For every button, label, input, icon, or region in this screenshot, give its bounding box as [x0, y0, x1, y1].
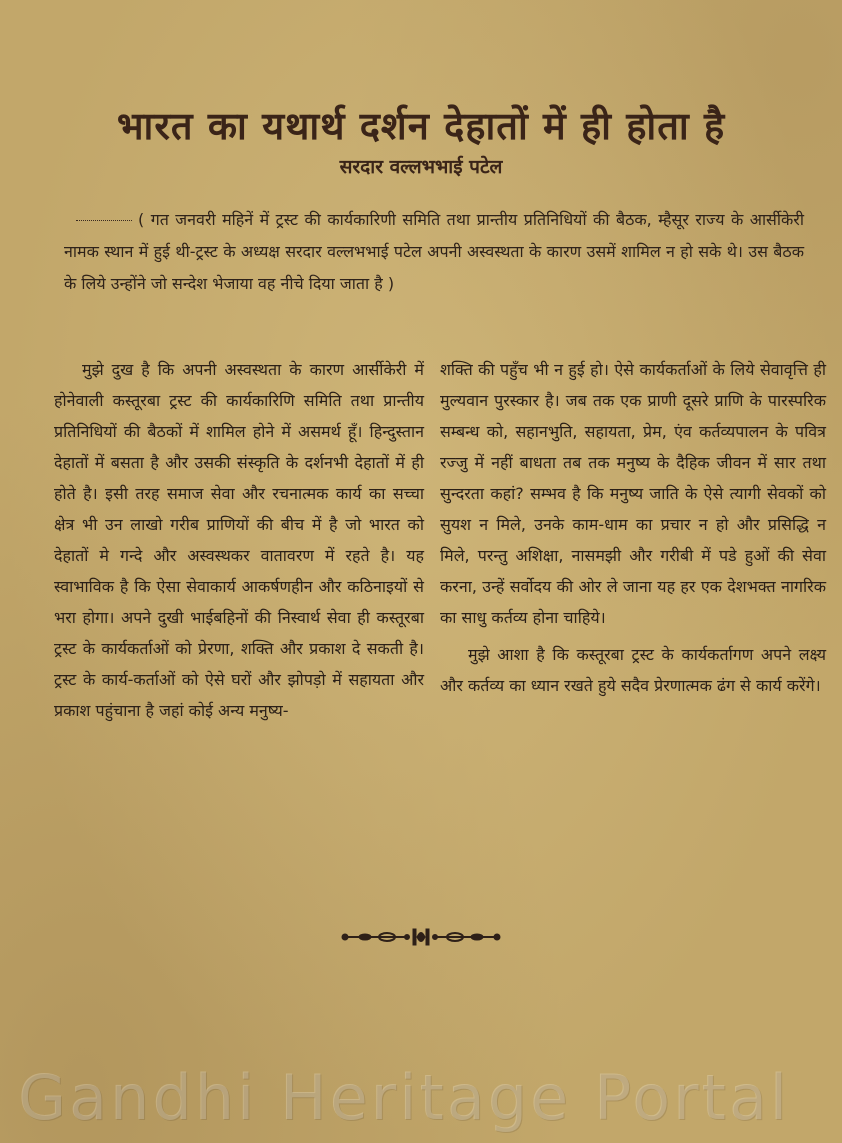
dotted-lead-line — [76, 220, 132, 221]
right-column — [440, 354, 826, 701]
scroll-divider-ornament-icon — [341, 925, 501, 949]
intro-paragraph — [64, 204, 804, 300]
closing-paragraph: मुझे आशा है कि कस्तूरबा ट्रस्ट के कार्यकर्तागण अपने लक्ष्य और कर्तव्य का ध्यान रखते हुये सदैव प्रेरणात्मक ढंग से कार्य करेंगे। — [440, 645, 826, 695]
left-column-text: मुझे दुख है कि अपनी अस्वस्थता के कारण आर्सीकेरी में होनेवाली कस्तूरबा ट्रस्ट की कार्यकारिणि समिति तथा प्रान्तीय प्रतिनिधियों की बैठकों में शामिल होने में असमर्थ हूँ। हिन्दुस्तान देहातों में बसता है और उसकी संस्कृति के दर्शनभी देहातों में ही होते है। इसी तरह समाज सेवा और रचनात्मक कार्य का सच्चा क्षेत्र भी उन लाखो गरीब प्राणियों की बीच में है जो भारत को देहातों मे गन्दे और अस्वस्थकर वातावरण में रहते है। यह स्वाभाविक है कि ऐसा सेवाकार्य आकर्षणहीन और कठिनाइयों से भरा होगा। अपने दुखी भाईबहिनों की निस्वार्थ सेवा ही कस्तूरबा ट्रस्ट के कार्यकर्ताओं को प्रेरणा, शक्ति और प्रकाश दे सकती है। ट्रस्ट के कार्य-कर्ताओं को ऐसे घरों और झोपड़ो में सहायता और प्रकाश पहुंचाना है जहां कोई अन्य मनुष्य- — [54, 360, 424, 720]
left-column — [54, 354, 424, 726]
page-title: भारत का यथार्थ दर्शन देहातों में ही होता है — [116, 104, 726, 148]
right-column-text: शक्ति की पहुँच भी न हुई हो। ऐसे कार्यकर्ताओं के लिये सेवावृत्ति ही मुल्यवान पुरस्कार है। जब तक एक प्राणी दूसरे प्राणि के पारस्परिक सम्बन्ध को, सहानभुति, सहायता, प्रेम, एंव कर्तव्यपालन के पवित्र रज्जु में नहीं बाधता तब तक मनुष्य के दैहिक जीवन में सार तथा सुन्दरता कहां? सम्भव है कि मनुष्य जाति के ऐसे त्यागी सेवकों को सुयश न मिले, उनके काम-धाम का प्रचार न हो और प्रसिद्धि न मिले, परन्तु अशिक्षा, नासमझी और गरीबी में पडे हुओं की सेवा करना, उन्हें सर्वोदय की ओर ले जाना यह हर एक देशभक्त नागरिक का साधु कर्तव्य होना चाहिये। — [440, 360, 826, 627]
watermark-text: Gandhi Heritage Portal — [18, 1061, 791, 1134]
author-byline: सरदार वल्लभभाई पटेल — [339, 156, 503, 178]
intro-text: ( गत जनवरी महिनें में ट्रस्ट की कार्यकारिणी समिति तथा प्रान्तीय प्रतिनिधियों की बैठक, म्हैसूर राज्य के आर्सीकेरी नामक स्थान में हुई थी-ट्रस्ट के अध्यक्ष सरदार वल्लभभाई पटेल अपनी अस्वस्थता के कारण उसमें शामिल न हो सके थे। उस बैठक के लिये उन्होंने जो सन्देश भेजाया वह नीचे दिया जाता है ) — [64, 210, 804, 293]
